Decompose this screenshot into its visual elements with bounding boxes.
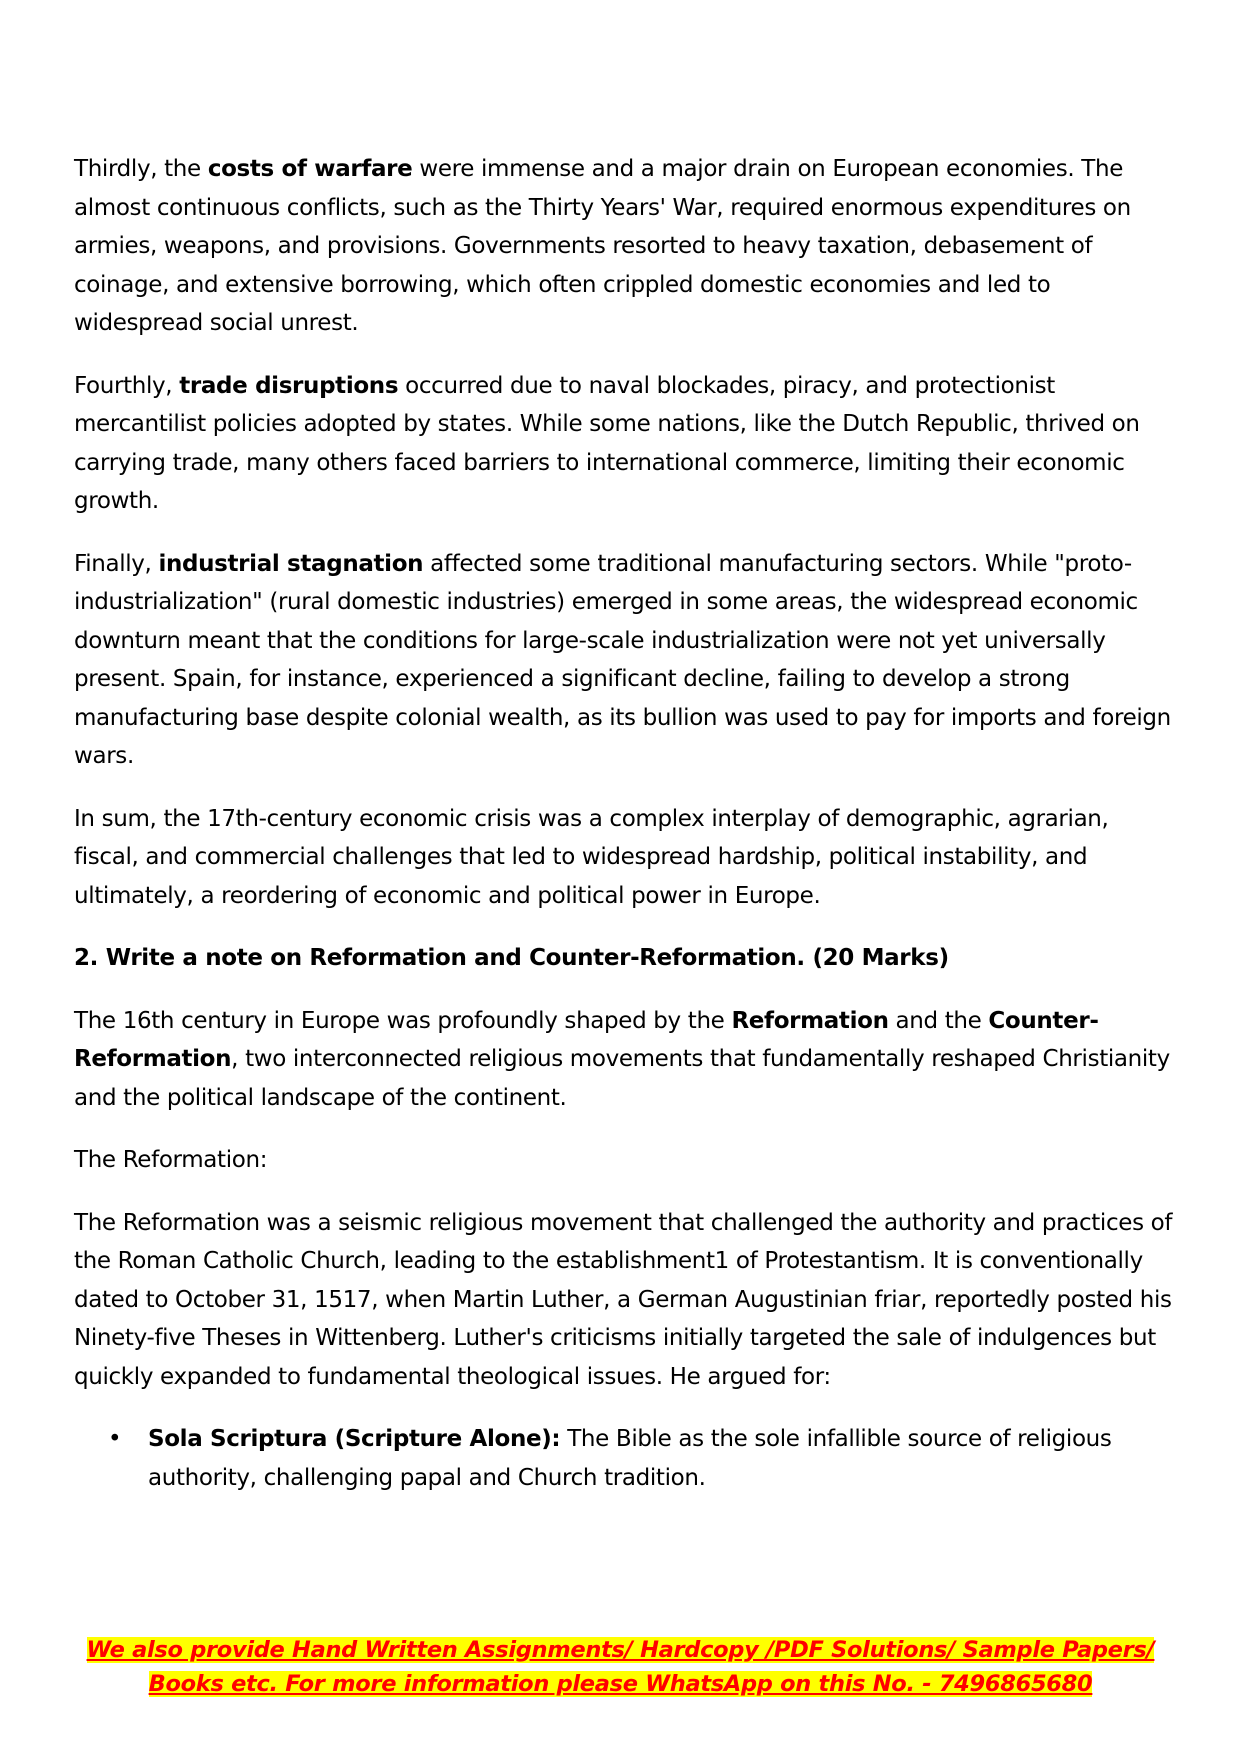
bullet-icon: • [108,1426,122,1452]
bold-term: Counter-Reformation [74,1007,1099,1072]
paragraph-reformation: The Reformation was a seismic religious movement that challenged the authority and practices of the Roman Catholic Church, leading to the establishment1 of Protestantism. It is conventionally dated to October 31, 1517, when Martin Luther, a German Augustinian friar, reportedly posted his Ninety-five Theses in Wittenberg. Luther's criticisms initially targeted the sale of indulgences but quickly expanded to fundamental theological issues. He argued for: [74,1209,1173,1390]
document-body [74,150,1174,1497]
bold-term: Sola Scriptura (Scripture Alone): [148,1426,561,1452]
paragraph-costs-of-warfare: Thirdly, the costs of warfare were immense and a major drain on European economies. The almost continuous conflicts, such as the Thirty Years' War, required enormous expenditures on armies, weapons, and provisions. Governments resorted to heavy taxation, debasement of coinage, and extensive borrowing, which often crippled domestic economies and led to widespread social unrest. [74,156,1131,336]
promo-footer [0,1633,1241,1701]
paragraph-introduction: The 16th century in Europe was profoundly shaped by the Reformation and the Counter-Reformation, two interconnected religious movements that fundamentally reshaped Christianity and the political landscape of the continent. [74,1007,1170,1111]
bold-term: costs of warfare [207,156,413,182]
paragraph-trade-disruptions: Fourthly, trade disruptions occurred due to naval blockades, piracy, and protectionist mercantilist policies adopted by states. While some nations, like the Dutch Republic, thrived on carrying trade, many others faced barriers to international commerce, limiting their economic growth. [74,372,1140,514]
footer-line-2: Books etc. For more information please WhatsApp on this No. - 7496865680 [148,1671,1093,1697]
bold-term: Reformation [731,1007,889,1034]
footer-line-1: We also provide Hand Written Assignments/ Hardcopy /PDF Solutions/ Sample Papers/ [86,1637,1155,1663]
section-subheading: The Reformation: [74,1147,268,1173]
bold-term: trade disruptions [179,372,399,399]
bold-term: industrial stagnation [158,550,424,577]
paragraph-industrial-stagnation: Finally, industrial stagnation affected some traditional manufacturing sectors. While "proto-industrialization" (rural domestic industries) emerged in some areas, the widespread economic downturn meant that the conditions for large-scale industrialization were not yet universally present. Spain, for instance, experienced a significant decline, failing to develop a strong manufacturing base despite colonial wealth, as its bullion was used to pay for imports and foreign wars. [74,550,1171,769]
list-item: • Sola Scriptura (Scripture Alone): The Bible as the sole infallible source of religious authority, challenging papal and Church tradition. [74,1420,1174,1497]
question-heading: 2. Write a note on Reformation and Counter-Reformation. (20 Marks) [74,945,949,971]
bullet-list [74,1420,1174,1497]
paragraph-summary: In sum, the 17th-century economic crisis was a complex interplay of demographic, agrarian, fiscal, and commercial challenges that led to widespread hardship, political instability, and ultimately, a reordering of economic and political power in Europe. [74,805,1109,909]
